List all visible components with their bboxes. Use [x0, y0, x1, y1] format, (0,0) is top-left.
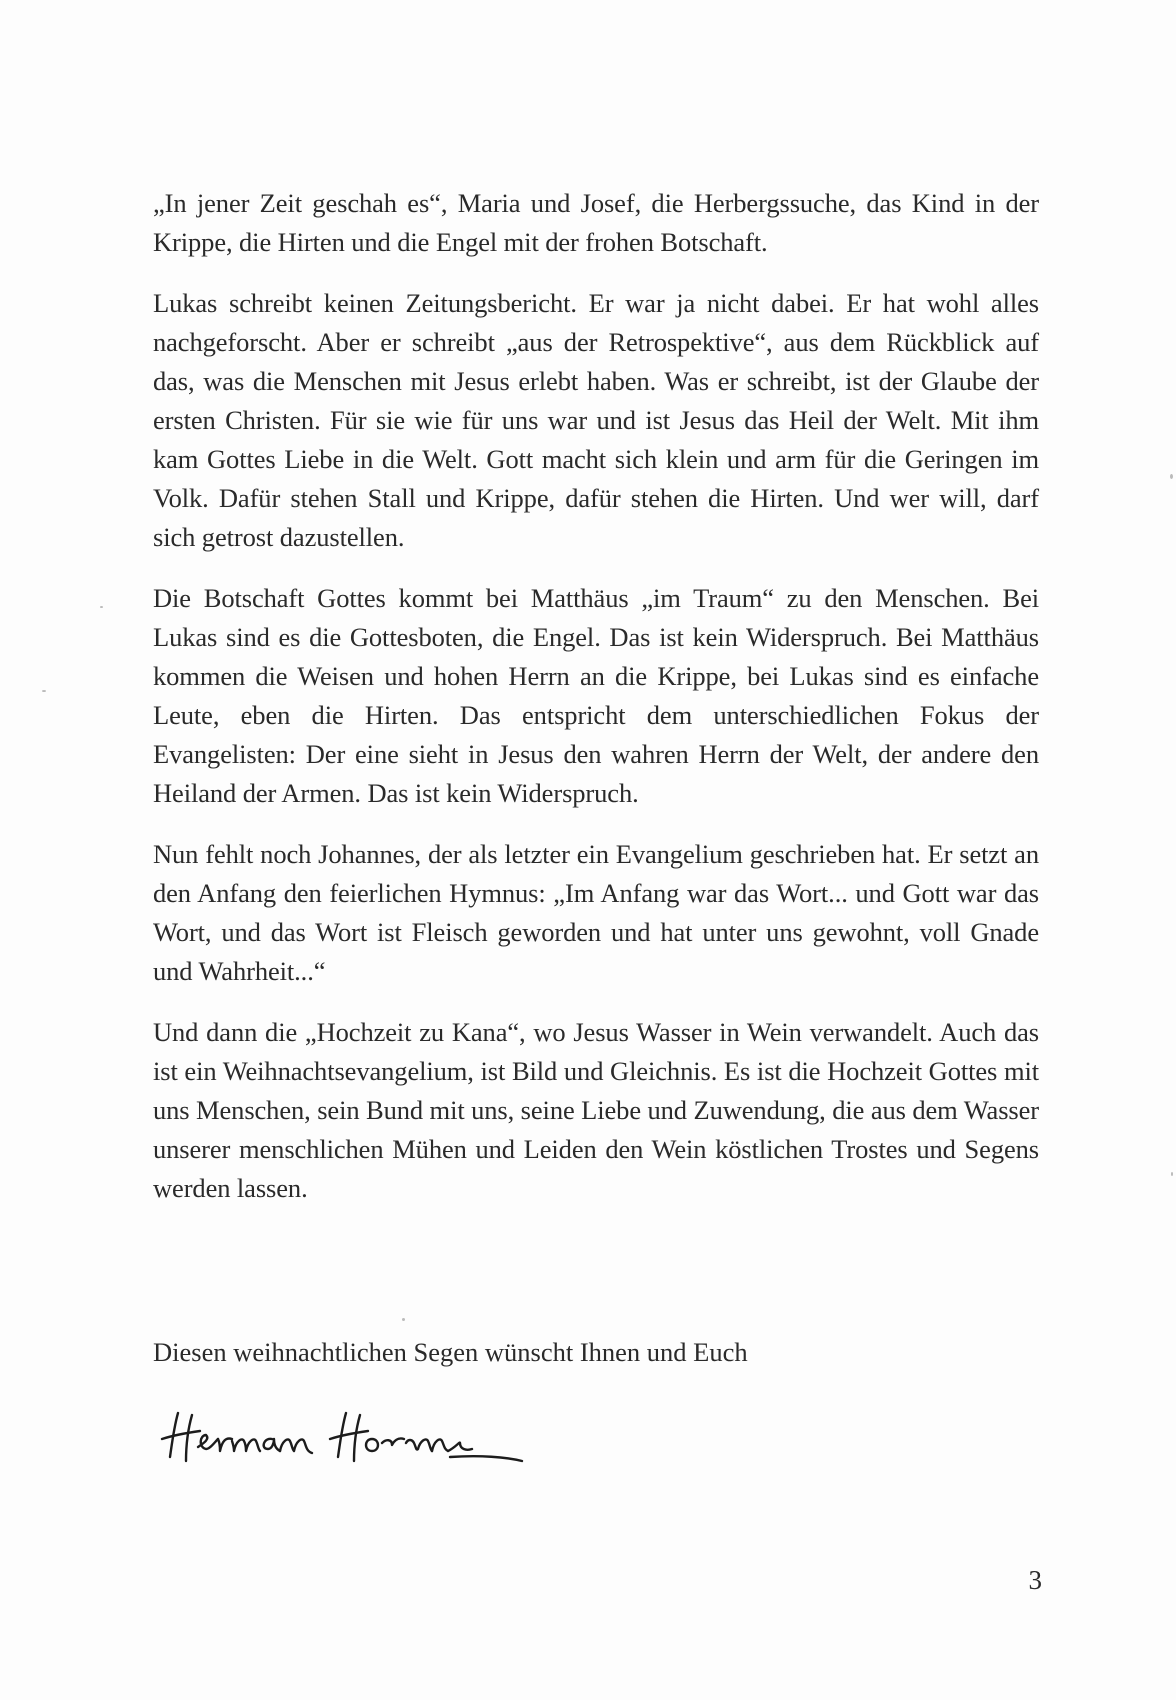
handwritten-signature: [160, 1395, 560, 1485]
scan-speck: [100, 606, 103, 608]
scan-speck: [1170, 474, 1173, 479]
paragraph-5: Und dann die „Hochzeit zu Kana“, wo Jesus Wasser in Wein verwandelt. Auch das ist ein Weihnachtsevangelium, ist Bild und Gleichnis. Es ist die Hochzeit Gottes mit uns Menschen, sein Bund mit uns, seine Liebe und Zuwendung, die aus dem Wasser unserer menschlichen Mühen und Leiden den Wein köstlichen Trostes und Segens werden lassen.: [153, 1017, 1040, 1203]
scan-speck: [402, 1318, 405, 1321]
paragraph-3: Die Botschaft Gottes kommt bei Matthäus „im Traum“ zu den Menschen. Bei Lukas sind es die Gottesboten, die Engel. Das ist kein Widerspruch. Bei Matthäus kommen die Weisen und hohen Herrn an die Krippe, bei Lukas sind es einfache Leute, eben die Hirten. Das entspricht dem unterschiedlichen Fokus der Evangelisten: Der eine sieht in Jesus den wahren Herrn der Welt, der andere den Heiland der Armen. Das ist kein Widerspruch.: [153, 583, 1039, 808]
paragraph-4: Nun fehlt noch Johannes, der als letzter ein Evangelium geschrieben hat. Er setzt an den Anfang den feierlichen Hymnus: „Im Anfang war das Wort... und Gott war das Wort, und das Wort ist Fleisch geworden und hat unter uns gewohnt, voll Gnade und Wahrheit...“: [153, 839, 1039, 986]
body-text: [153, 184, 1039, 1230]
scan-speck: [42, 690, 46, 692]
page-number: 3: [1028, 1565, 1042, 1595]
closing-greeting: Diesen weihnachtlichen Segen wünscht Ihnen und Euch: [153, 1337, 748, 1367]
paragraph-2: Lukas schreibt keinen Zeitungsbericht. Er war ja nicht dabei. Er hat wohl alles nachgeforscht. Aber er schreibt „aus der Retrospektive“, aus dem Rückblick auf das, was die Menschen mit Jesus erlebt haben. Was er schreibt, ist der Glaube der ersten Christen. Für sie wie für uns war und ist Jesus das Heil der Welt. Mit ihm kam Gottes Liebe in die Welt. Gott macht sich klein und arm für die Geringen im Volk. Dafür stehen Stall und Krippe, dafür stehen die Hirten. Und wer will, darf sich getrost dazustellen.: [153, 288, 1039, 552]
scan-speck: [1171, 1172, 1173, 1176]
paragraph-1: „In jener Zeit geschah es“, Maria und Josef, die Herbergssuche, das Kind in der Krippe, die Hirten und die Engel mit der frohen Botschaft.: [153, 188, 1039, 257]
